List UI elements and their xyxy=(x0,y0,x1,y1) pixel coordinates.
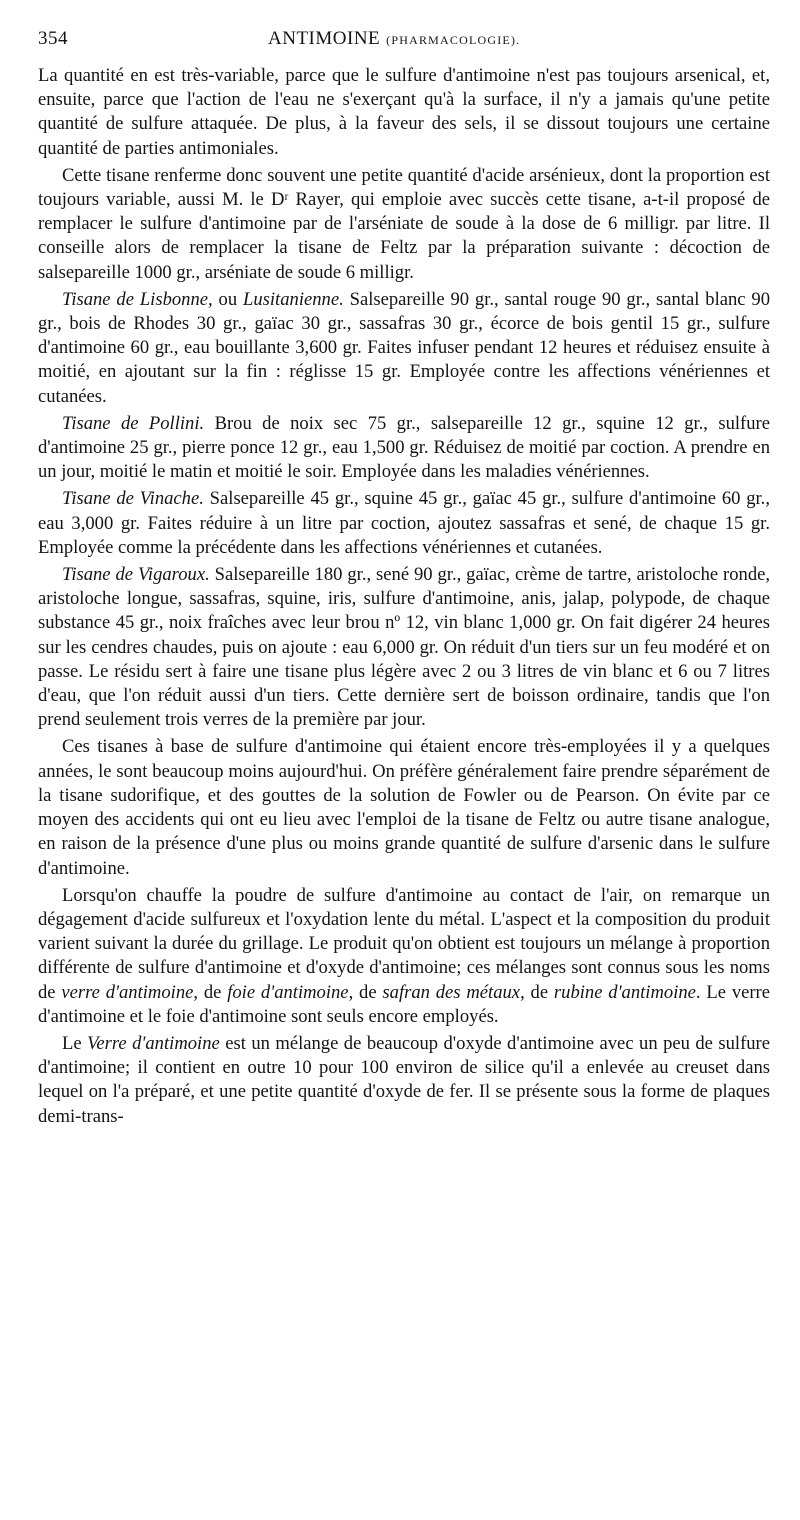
running-head xyxy=(38,28,770,64)
term-rubine: rubine d'antimoine xyxy=(553,981,696,1003)
recipe-paragraph xyxy=(38,563,770,732)
recipe-title-joiner: ou xyxy=(212,288,244,310)
paragraph-text: est un mélange de beaucoup d'oxyde d'antimoine avec un peu de sulfure d'antimoine; il contient en outre 10 pour 100 environ de silice qu'il a enlevée au creuset dans lequel on l'a préparé, et une petite quantité d'oxyde de fer. Il se présente sous la forme de plaques demi-trans- xyxy=(38,1032,771,1127)
paragraph-text: . Le verre d'antimoine et le foie d'antimoine sont seuls encore employés. xyxy=(38,981,771,1027)
recipe-text: Salsepareille 45 gr., squine 45 gr., gaïac 45 gr., sulfure d'antimoine 60 gr., eau 3,000 gr. Faites réduire à un litre par coction, ajoutez sassafras et sené, de chaque 15 gr. Employée comme la précédente dans les affections vénériennes et cutanées. xyxy=(38,488,770,558)
recipe-paragraph xyxy=(38,412,770,485)
paragraph-text: Cette tisane renferme donc souvent une petite quantité d'acide arsénieux, dont la proportion est toujours variable, aussi M. le Dʳ Rayer, qui emploie avec succès cette tisane, a-t-il proposé de remplacer le sulfure d'antimoine par de l'arséniate de soude à la dose de 6 milligr. par litre. Il conseille alors de remplacer la tisane de Feltz par la préparation suivante : décoction de salsepareille 1000 gr., arséniate de soude 6 milligr. xyxy=(38,164,770,283)
page-number: 354 xyxy=(38,28,68,49)
recipe-title: Tisane de Lisbonne, xyxy=(62,288,213,310)
paragraph-text: , de xyxy=(348,981,383,1003)
recipe-title: Tisane de Vinache. xyxy=(62,488,204,510)
recipe-paragraph xyxy=(38,487,770,560)
recipe-text: Brou de noix sec 75 gr., salsepareille 12 gr., squine 12 gr., sulfure d'antimoine 25 gr., pierre ponce 12 gr., eau 1,500 gr. Réduisez de moitié par coction. A prendre en un jour, moitié le matin et moitié le soir. Employée dans les maladies vénériennes. xyxy=(38,412,770,483)
paragraph-text: La quantité en est très-variable, parce que le sulfure d'antimoine n'est pas toujours arsenical, et, ensuite, parce que l'action de l'eau ne s'exerçant qu'à la surface, il n'y a jamais qu'une petite quantité de sulfure attaquée. De plus, à la faveur des sels, il se dissout toujours une certaine quantité de parties antimoniales. xyxy=(38,65,770,159)
paragraph xyxy=(38,64,770,161)
paragraph-text: Lorsqu'on chauffe la poudre de sulfure d'antimoine au contact de l'air, on remarque un dégagement d'acide sulfureux et l'oxydation lente du métal. L'aspect et la composition du produit varient suivant la durée du grillage. Le produit qu'on obtient est toujours un mélange à proportion différente de sulfure d'antimoine et d'oxyde d'antimoine; ces mélanges sont connus sous les noms de xyxy=(38,884,770,1003)
recipe-title: Tisane de Vigaroux. xyxy=(62,564,210,586)
running-title: ANTIMOINE xyxy=(268,28,381,49)
paragraph xyxy=(38,884,770,1029)
running-subtitle: (PHARMACOLOGIE). xyxy=(386,33,521,47)
paragraph-text: , de xyxy=(193,981,228,1003)
recipe-text: Salsepareille 180 gr., sené 90 gr., gaïac, crème de tartre, aristoloche ronde, aristoloche longue, sassafras, squine, iris, sulfure d'antimoine, anis, jalap, polypode, de chaque substance 45 gr., noix fraîches avec leur brou nº 12, vin blanc 1,000 gr. On fait digérer 24 heures sur les cendres chaudes, puis on ajoute : eau 6,000 gr. On réduit d'un tiers sur un feu modéré et on passe. Le résidu sert à faire une tisane plus légère avec 2 ou 3 litres de vin blanc et 6 ou 7 litres d'eau, que l'on réduit aussi d'un tiers. Cette dernière sert de boisson ordinaire, tandis que l'on prend seulement trois verres de la première par jour. xyxy=(38,564,771,731)
recipe-paragraph xyxy=(38,288,770,409)
paragraph-text: , de xyxy=(520,981,554,1003)
term-verre: verre d'antimoine xyxy=(61,981,194,1003)
paragraph-text: Ces tisanes à base de sulfure d'antimoine qui étaient encore très-employées il y a quelques années, le sont beaucoup moins aujourd'hui. On préfère généralement faire prendre séparément de la tisane sudorifique, et des gouttes de la solution de Fowler ou de Pearson. On évite par ce moyen des accidents qui ont eu lieu avec l'emploi de la tisane de Feltz ou autre tisane analogue, en raison de la présence d'une plus ou moins grande quantité de sulfure d'arsenic dans le sulfure d'antimoine. xyxy=(38,736,770,879)
paragraph-text: Le xyxy=(62,1032,88,1054)
term-verre-heading: Verre d'antimoine xyxy=(87,1032,220,1054)
body-text xyxy=(38,64,770,1129)
recipe-title-alt: Lusitanienne. xyxy=(243,288,344,310)
recipe-title: Tisane de Pollini. xyxy=(62,412,205,434)
term-foie: foie d'antimoine xyxy=(227,981,349,1003)
paragraph xyxy=(38,164,770,285)
term-safran: safran des métaux xyxy=(382,981,521,1003)
recipe-text: Salsepareille 90 gr., santal rouge 90 gr., santal blanc 90 gr., bois de Rhodes 30 gr., gaïac 30 gr., sassafras 30 gr., écorce de bois gentil 15 gr., sulfure d'antimoine 60 gr., eau bouillante 3,600 gr. Faites infuser pendant 12 heures et réduisez ensuite à moitié, en ajoutant sur la fin : réglisse 15 gr. Employée contre les affections vénériennes et cutanées. xyxy=(38,288,771,407)
paragraph xyxy=(38,1032,770,1129)
paragraph xyxy=(38,735,770,880)
